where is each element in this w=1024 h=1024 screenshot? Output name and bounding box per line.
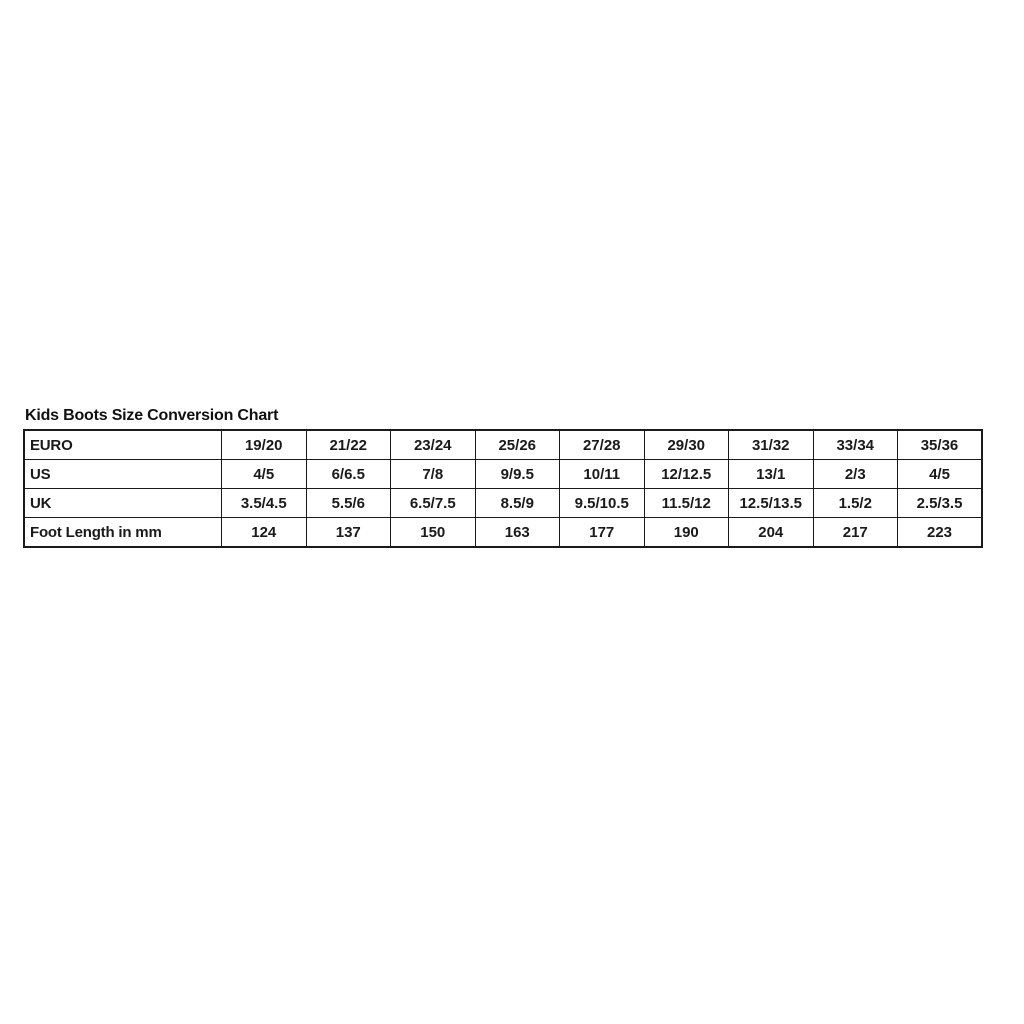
value-cell: 163 <box>475 518 560 548</box>
row-label: Foot Length in mm <box>24 518 222 548</box>
row-label: US <box>24 460 222 489</box>
value-cell: 21/22 <box>306 430 391 460</box>
value-cell: 177 <box>560 518 645 548</box>
value-cell: 4/5 <box>898 460 983 489</box>
value-cell: 31/32 <box>729 430 814 460</box>
value-cell: 19/20 <box>222 430 307 460</box>
value-cell: 223 <box>898 518 983 548</box>
value-cell: 7/8 <box>391 460 476 489</box>
value-cell: 35/36 <box>898 430 983 460</box>
row-label: UK <box>24 489 222 518</box>
value-cell: 12/12.5 <box>644 460 729 489</box>
table-row <box>24 489 982 518</box>
value-cell: 12.5/13.5 <box>729 489 814 518</box>
value-cell: 5.5/6 <box>306 489 391 518</box>
value-cell: 33/34 <box>813 430 898 460</box>
value-cell: 217 <box>813 518 898 548</box>
table-row <box>24 518 982 548</box>
value-cell: 27/28 <box>560 430 645 460</box>
value-cell: 6/6.5 <box>306 460 391 489</box>
value-cell: 150 <box>391 518 476 548</box>
chart-title: Kids Boots Size Conversion Chart <box>25 407 279 424</box>
value-cell: 8.5/9 <box>475 489 560 518</box>
table-row <box>24 430 982 460</box>
value-cell: 9/9.5 <box>475 460 560 489</box>
value-cell: 6.5/7.5 <box>391 489 476 518</box>
size-conversion-table <box>23 429 983 548</box>
value-cell: 23/24 <box>391 430 476 460</box>
value-cell: 13/1 <box>729 460 814 489</box>
value-cell: 137 <box>306 518 391 548</box>
size-table-body <box>24 430 982 547</box>
value-cell: 2/3 <box>813 460 898 489</box>
value-cell: 9.5/10.5 <box>560 489 645 518</box>
value-cell: 124 <box>222 518 307 548</box>
row-label: EURO <box>24 430 222 460</box>
value-cell: 204 <box>729 518 814 548</box>
value-cell: 1.5/2 <box>813 489 898 518</box>
value-cell: 10/11 <box>560 460 645 489</box>
value-cell: 2.5/3.5 <box>898 489 983 518</box>
value-cell: 11.5/12 <box>644 489 729 518</box>
size-conversion-chart <box>23 407 983 548</box>
value-cell: 4/5 <box>222 460 307 489</box>
table-row <box>24 460 982 489</box>
value-cell: 3.5/4.5 <box>222 489 307 518</box>
value-cell: 29/30 <box>644 430 729 460</box>
value-cell: 25/26 <box>475 430 560 460</box>
value-cell: 190 <box>644 518 729 548</box>
